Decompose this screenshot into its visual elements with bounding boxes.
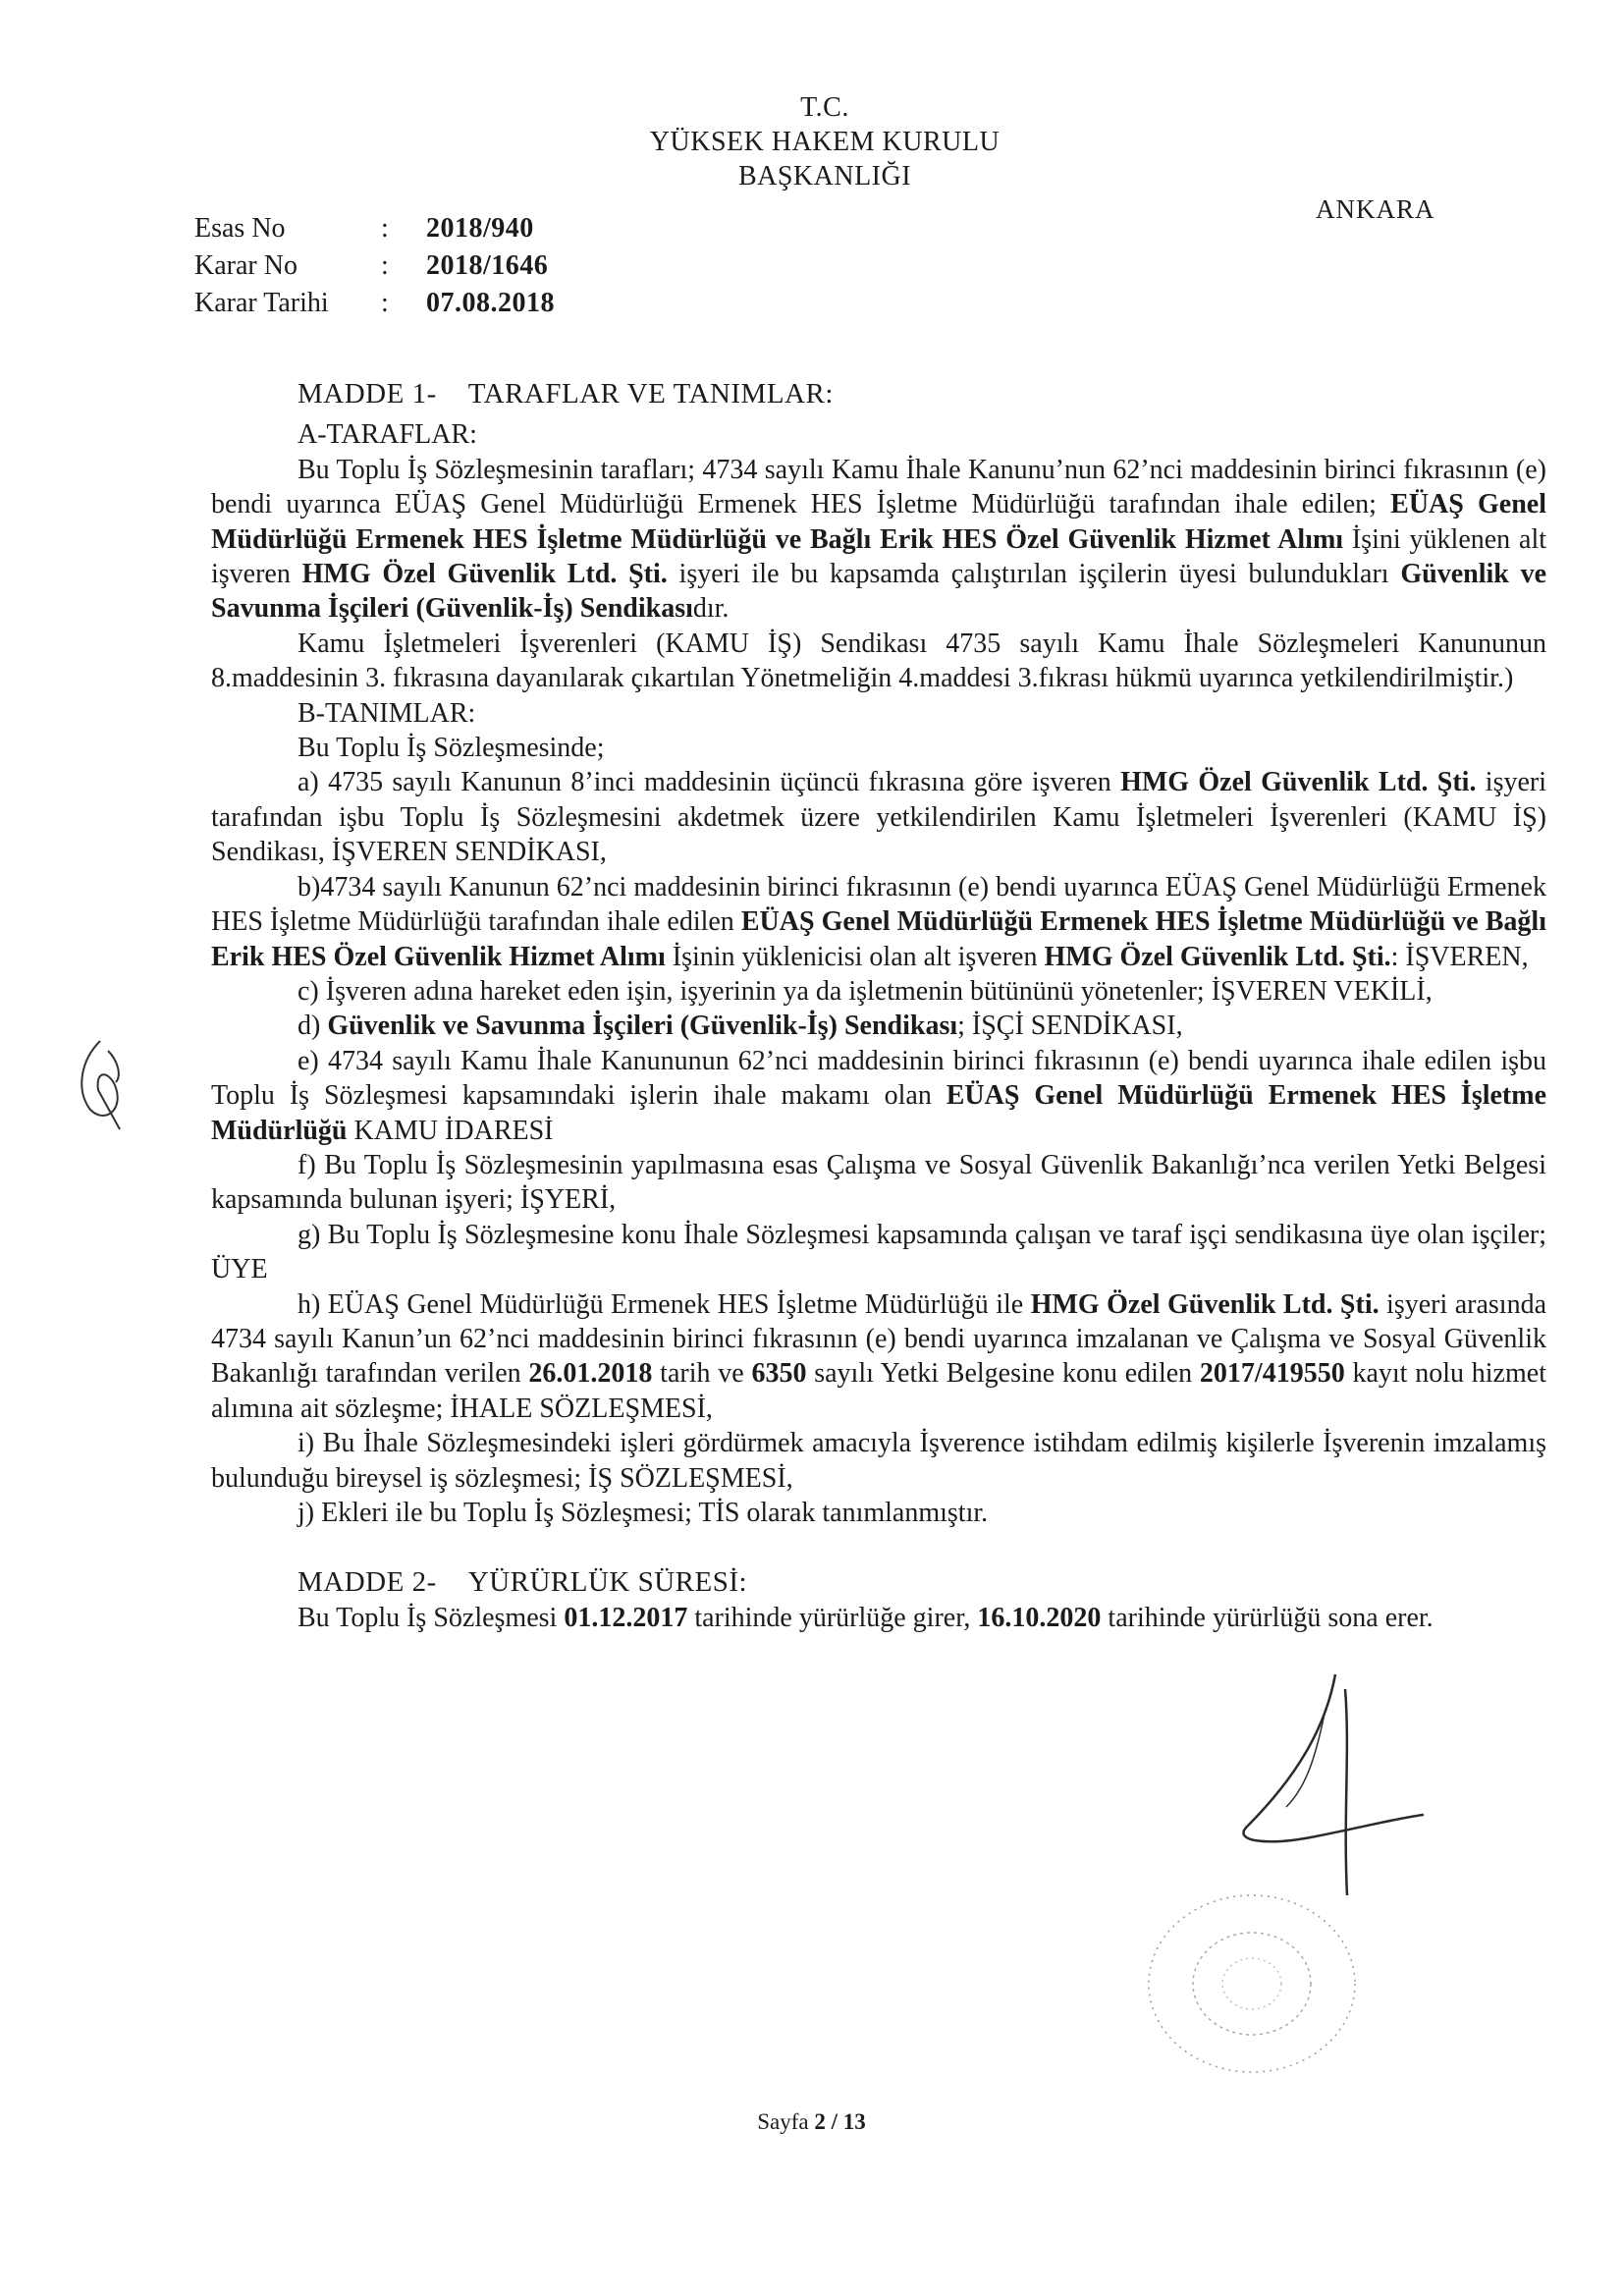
case-meta [194, 210, 555, 322]
header-tc: T.C. [800, 92, 849, 123]
paragraph-taraflar: Bu Toplu İş Sözleşmesinin tarafları; 4734 sayılı Kamu İhale Kanunu’nun 62’nci maddesinin birinci fıkrasının (e) bendi uyarınca EÜAŞ Genel Müdürlüğü Ermenek HES İşletme Müdürlüğü tarafından ihale edilen; EÜAŞ Genel Müdürlüğü Ermenek HES İşletme Müdürlüğü ve Bağlı Erik HES Özel Güvenlik Hizmet Alımı İşini yüklenen alt işveren HMG Özel Güvenlik Ltd. Şti. işyeri ile bu kapsamda çalıştırılan işçilerin üyesi bulundukları Güvenlik ve Savunma İşçileri (Güvenlik-İş) Sendikasıdır. [211, 454, 1547, 625]
subheading-taraflar: A-TARAFLAR: [298, 419, 477, 451]
meta-row-karar: Karar No : 2018/1646 [194, 247, 555, 285]
document-header [550, 90, 1100, 193]
definition-i: i) Bu İhale Sözleşmesindeki işleri gördürmek amacıyla İşverence istihdam edilmiş kişilerle İşverenin imzalamış bulunduğu bireysel iş sözleşmesi; İŞ SÖZLEŞMESİ, [211, 1428, 1546, 1494]
definition-j: j) Ekleri ile bu Toplu İş Sözleşmesi; TİS olarak tanımlanmıştır. [298, 1498, 989, 1528]
definition-a: a) 4735 sayılı Kanunun 8’inci maddesinin üçüncü fıkrasına göre işveren HMG Özel Güvenlik Ltd. Şti. işyeri tarafından işbu Toplu İş Sözleşmesini akdetmek üzere yetkilendirilen Kamu İşletmeleri İşverenleri (KAMU İŞ) Sendikası, İŞVEREN SENDİKASI, [211, 767, 1546, 868]
faded-stamp [1139, 1886, 1365, 2082]
city-label: ANKARA [1316, 194, 1435, 224]
meta-value: 2018/940 [426, 213, 534, 244]
meta-row-esas: Esas No : 2018/940 [194, 210, 555, 247]
definition-d: d) Güvenlik ve Savunma İşçileri (Güvenlik-İş) Sendikası; İŞÇİ SENDİKASI, [298, 1011, 1183, 1042]
definition-h: h) EÜAŞ Genel Müdürlüğü Ermenek HES İşletme Müdürlüğü ile HMG Özel Güvenlik Ltd. Şti. işyeri arasında 4734 sayılı Kanun’un 62’nci maddesinin birinci fıkrasının (e) bendi uyarınca imzalanan ve Çalışma ve Sosyal Güvenlik Bakanlığı tarafından verilen 26.01.2018 tarih ve 6350 sayılı Yetki Belgesine konu edilen 2017/419550 kayıt nolu hizmet alımına ait sözleşme; İHALE SÖZLEŞMESİ, [211, 1288, 1546, 1424]
definition-f: f) Bu Toplu İş Sözleşmesinin yapılmasına esas Çalışma ve Sosyal Güvenlik Bakanlığı’nca verilen Yetki Belgesi kapsamında bulunan işyeri; İŞYERİ, [211, 1149, 1546, 1216]
page-label: Sayfa [757, 2109, 815, 2134]
handwritten-signature [1178, 1669, 1434, 1905]
header-department: BAŞKANLIĞI [737, 161, 912, 191]
definition-e: e) 4734 sayılı Kamu İhale Kanununun 62’nci maddesinin birinci fıkrasının (e) bendi uyarınca ihale edilen işbu Toplu İş Sözleşmesi kapsamındaki işlerin ihale makamı olan EÜAŞ Genel Müdürlüğü Ermenek HES İşletme Müdürlüğü KAMU İDARESİ [211, 1045, 1547, 1146]
document-body [211, 377, 1546, 1635]
section-title-madde2: MADDE 2- YÜRÜRLÜK SÜRESİ: [298, 1566, 748, 1599]
paragraph-tanimlar-intro: Bu Toplu İş Sözleşmesinde; [298, 733, 605, 764]
page-footer [0, 2109, 1623, 2135]
meta-row-tarih: Karar Tarihi : 07.08.2018 [194, 285, 555, 322]
paragraph-yururluk: Bu Toplu İş Sözleşmesi 01.12.2017 tarihinde yürürlüğe girer, 16.10.2020 tarihinde yürürlüğü sona erer. [298, 1602, 1434, 1633]
meta-value: 07.08.2018 [426, 288, 555, 318]
header-institution: YÜKSEK HAKEM KURULU [649, 127, 1001, 157]
margin-initial-mark [71, 1031, 149, 1139]
section-title-madde1: MADDE 1- TARAFLAR VE TANIMLAR: [298, 378, 834, 410]
meta-label: Karar Tarihi [194, 288, 329, 318]
page-number: 2 / 13 [814, 2109, 866, 2134]
definition-g: g) Bu Toplu İş Sözleşmesine konu İhale Sözleşmesi kapsamında çalışan ve taraf işçi sendikasına üye olan işçiler; ÜYE [211, 1219, 1546, 1285]
meta-label: Karar No [194, 250, 298, 281]
meta-label: Esas No [194, 213, 286, 244]
meta-value: 2018/1646 [426, 250, 549, 281]
paragraph-kamu-is: Kamu İşletmeleri İşverenleri (KAMU İŞ) Sendikası 4735 sayılı Kamu İhale Sözleşmeleri Kanununun 8.maddesinin 3. fıkrasına dayanılarak çıkartılan Yönetmeliğin 4.maddesi 3.fıkrası hükmü uyarınca yetkilendirilmiştir.) [211, 628, 1546, 694]
definition-b: b)4734 sayılı Kanunun 62’nci maddesinin birinci fıkrasının (e) bendi uyarınca EÜAŞ Genel Müdürlüğü Ermenek HES İşletme Müdürlüğü tarafından ihale edilen EÜAŞ Genel Müdürlüğü Ermenek HES İşletme Müdürlüğü ve Bağlı Erik HES Özel Güvenlik Hizmet Alımı İşinin yüklenicisi olan alt işveren HMG Özel Güvenlik Ltd. Şti.: İŞVEREN, [211, 871, 1546, 972]
subheading-tanimlar: B-TANIMLAR: [298, 697, 476, 729]
definition-c: c) İşveren adına hareket eden işin, işyerinin ya da işletmenin bütününü yönetenler; İŞVEREN VEKİLİ, [298, 975, 1433, 1007]
